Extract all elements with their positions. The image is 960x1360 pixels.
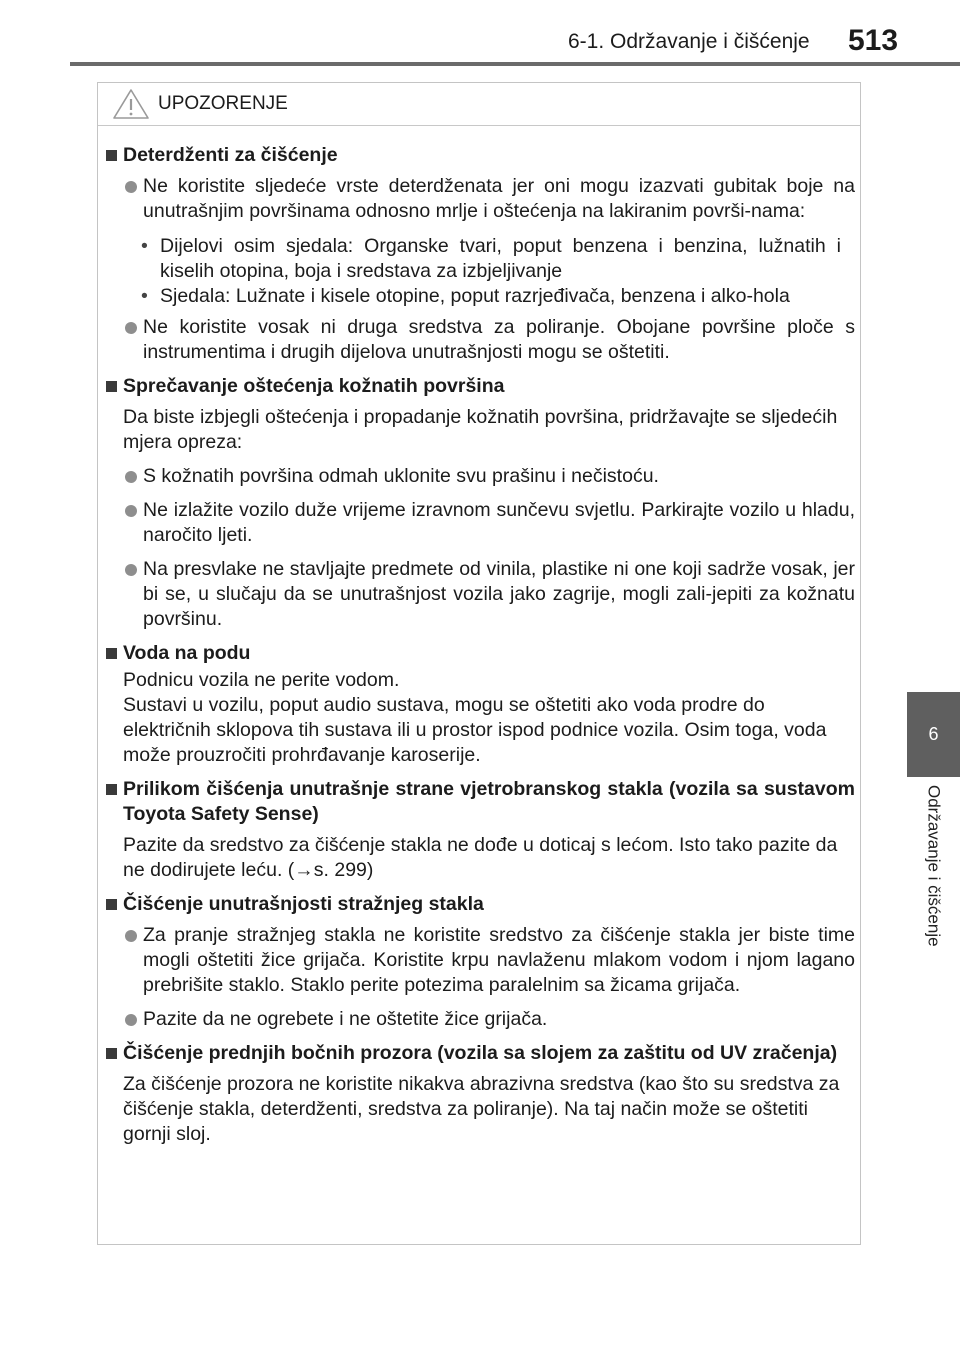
- paragraph: Podnicu vozila ne perite vodom.: [123, 669, 400, 691]
- paragraph: Za čišćenje prozora ne koristite nikakva abrazivna sredstva (kao što su sredstva za čišćenje stakla, deterdženti, sredstva za poliranje). Na taj način može se oštetiti gornji sloj.: [123, 1073, 840, 1145]
- chapter-side-label: [907, 785, 960, 985]
- bullet-item: Za pranje stražnjeg stakla ne koristite sredstvo za čišćenje stakla jer biste time mogli oštetiti žice grijača. Koristite krpu navlaženu mlakom vodom i njom lagano prebrišite staklo. Staklo perite potezima paralelnim sa žicama grijača.: [105, 923, 855, 998]
- bullet-item: Na presvlake ne stavljajte predmete od vinila, plastike ni one koji sadrže vosak, jer bi se, u slučaju da se unutrašnjost vozila jako zagrije, mogli zali-jepiti za kožnatu površinu.: [105, 557, 855, 632]
- section-heading-water: Voda na podu: [105, 641, 855, 666]
- warning-header: [98, 83, 860, 126]
- sub-item: • Dijelovi osim sjedala: Organske tvari, poput benzena i benzina, lužnatih i kiselih otopina, boja i sredstava za izbjeljivanje: [105, 234, 855, 284]
- paragraph: Pazite da sredstvo za čišćenje stakla ne dođe u doticaj s lećom. Isto tako pazite da ne dodirujete leću. (→s. 299): [123, 834, 838, 881]
- section-heading-rear-glass: Čišćenje unutrašnjosti stražnjeg stakla: [105, 892, 855, 917]
- bullet-item: S kožnatih površina odmah uklonite svu prašinu i nečistoću.: [105, 464, 855, 489]
- page-number: 513: [848, 24, 899, 57]
- warning-triangle-icon: [112, 88, 150, 120]
- sub-item: • Sjedala: Lužnate i kisele otopine, poput razrjeđivača, benzena i alko-hola: [105, 284, 855, 309]
- section-heading-detergents: Deterdženti za čišćenje: [105, 143, 855, 168]
- section-heading-leather: Sprečavanje oštećenja kožnatih površina: [105, 374, 855, 399]
- bullet-item: Pazite da ne ogrebete i ne oštetite žice grijača.: [105, 1007, 855, 1032]
- paragraph: Da biste izbjegli oštećenja i propadanje kožnatih površina, pridržavajte se sljedećih mjera opreza:: [123, 406, 838, 453]
- chapter-side-label-text: Održavanje i čišćenje: [924, 785, 944, 947]
- section-title: 6-1. Održavanje i čišćenje: [568, 30, 810, 53]
- warning-content: [105, 143, 855, 1147]
- section-heading-windshield: Prilikom čišćenja unutrašnje strane vjetrobranskog stakla (vozila sa sustavom Toyota Safety Sense): [105, 777, 855, 827]
- bullet-item: Ne koristite sljedeće vrste deterdženata jer oni mogu izazvati gubitak boje na unutrašnjim površinama odnosno mrlje i oštećenja na lakiranim površi-nama:: [105, 174, 855, 224]
- chapter-tab: 6: [907, 692, 960, 777]
- bullet-item: Ne koristite vosak ni druga sredstva za poliranje. Obojane površine ploče s instrumentima i drugih dijelova unutrašnjosti mogu se oštetiti.: [105, 315, 855, 365]
- bullet-item: Ne izlažite vozilo duže vrijeme izravnom sunčevu svjetlu. Parkirajte vozilo u hladu, naročito ljeti.: [105, 498, 855, 548]
- paragraph: Sustavi u vozilu, poput audio sustava, mogu se oštetiti ako voda prodre do električnih sklopova tih sustava ili u prostor ispod podnice vozila. Osim toga, voda može prouzročiti prohrđavanje karoserije.: [123, 694, 827, 766]
- warning-title: UPOZORENJE: [158, 93, 288, 114]
- section-heading-side-windows: Čišćenje prednjih bočnih prozora (vozila sa slojem za zaštitu od UV zračenja): [105, 1041, 855, 1066]
- warning-box: [97, 82, 861, 1245]
- header-rule: [70, 62, 960, 66]
